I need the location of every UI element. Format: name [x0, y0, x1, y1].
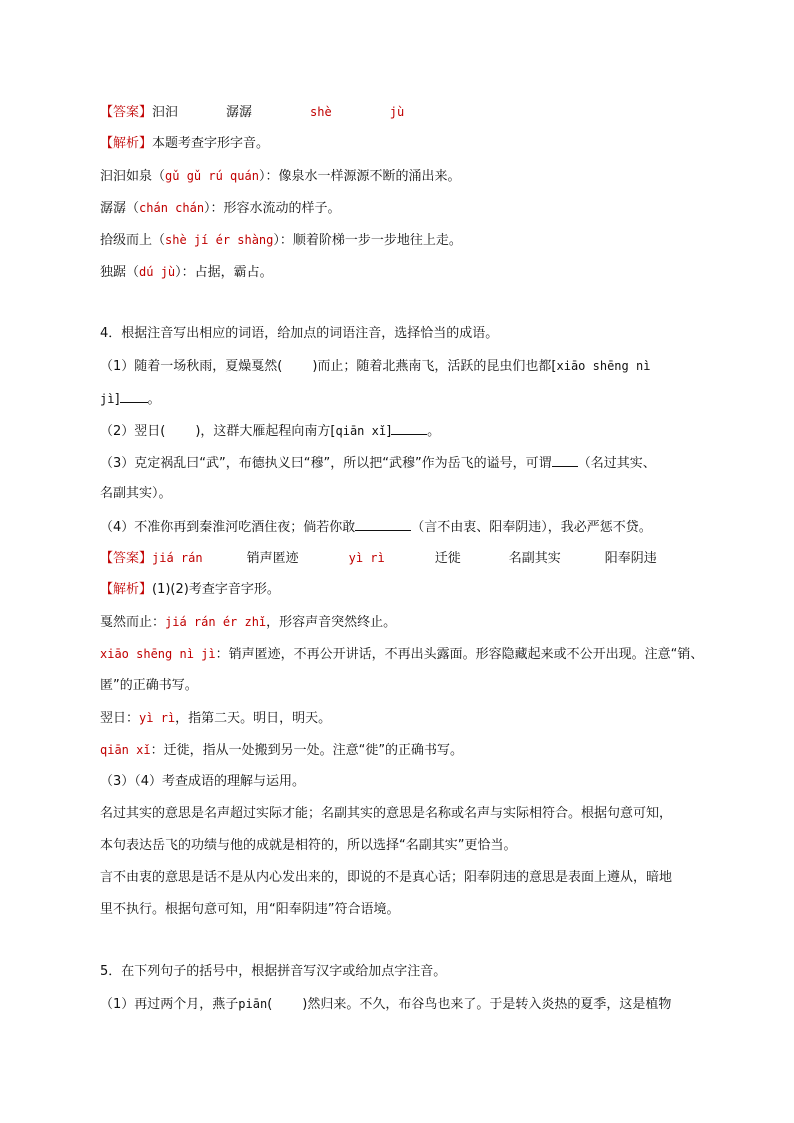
analysis-entry: 翌日：yì rì，指第二天。明日，明天。: [100, 711, 332, 726]
answer-item: shè: [310, 105, 332, 119]
analysis-line-2: 【解析】(1)(2)考查字音字形。: [100, 582, 280, 597]
analysis-entry: （3）（4）考查成语的理解与运用。: [100, 774, 306, 789]
analysis-line-1: [100, 134, 734, 154]
analysis-entry: 潺潺（chán chán）：形容水流动的样子。: [100, 201, 341, 216]
answer-item: 阳奉阴违: [604, 551, 657, 566]
question-5-title: 5．在下列句子的括号中，根据拼音写汉字或给加点字注音。: [100, 964, 447, 979]
analysis-paragraph: 名过其实的意思是名声超过实际才能；名副其实的意思是名称或名声与实际相符合。根据句意可知，: [100, 806, 673, 821]
answer-item: jiá rán: [152, 551, 203, 565]
q4-sentence-2: （2）翌日( )，这群大雁起程向南方[qiān xǐ] 。: [100, 420, 734, 442]
analysis-entry: 汩汩如泉（gǔ gǔ rú quán）：像泉水一样源源不断的涌出来。: [100, 169, 461, 184]
analysis-entry: 戛然而止：jiá rán ér zhǐ，形容声音突然终止。: [100, 615, 397, 630]
analysis-text: 本题考查字形字音。: [152, 136, 270, 151]
answer-line-1: [100, 102, 734, 123]
analysis-tag: 【解析】: [100, 582, 153, 597]
answer-item: jù: [389, 105, 405, 119]
analysis-paragraph-cont: 里不执行。根据句意可知，用“阳奉阴违”符合语境。: [100, 902, 400, 917]
answer-blank[interactable]: [355, 516, 411, 531]
analysis-entry: 独踞（dú jù）：占据，霸占。: [100, 265, 273, 280]
answer-item: 潺潺: [226, 105, 253, 120]
analysis-entry-cont: 匿”的正确书写。: [100, 678, 198, 693]
answer-item: 迁徙: [434, 551, 461, 566]
answer-tag: 【答案】: [100, 551, 153, 566]
q4-sentence-1: （1）随着一场秋雨，夏燥戛然( )而止；随着北燕南飞，活跃的昆虫们也都[xiāo shēng nì: [100, 359, 651, 374]
q4-sentence-1-cont: jì] 。: [100, 388, 734, 410]
analysis-entry: qiān xǐ：迁徙，指从一处搬到另一处。注意“徙”的正确书写。: [100, 743, 464, 758]
answer-blank[interactable]: [120, 388, 148, 403]
q4-sentence-3-cont: 名副其实）。: [100, 486, 172, 501]
analysis-paragraph: 言不由衷的意思是话不是从内心发出来的，即说的不是真心话；阳奉阴违的意思是表面上遵从，暗地: [100, 870, 673, 885]
q4-sentence-4: （4）不准你再到秦淮河吃酒住夜；倘若你敢 （言不由衷、阳奉阴违），我必严惩不贷。: [100, 516, 734, 538]
q4-sentence-3: （3）克定祸乱曰“武”，布德执义曰“穆”，所以把“武穆”作为岳飞的谥号，可谓 （名过其实、: [100, 452, 734, 474]
answer-blank[interactable]: [552, 452, 578, 467]
answer-item: 汩汩: [152, 105, 179, 120]
answer-line-2: [100, 548, 734, 569]
analysis-tag: 【解析】: [100, 136, 153, 151]
answer-item: 名副其实: [508, 551, 561, 566]
answer-tag: 【答案】: [100, 105, 153, 120]
analysis-entry: xiāo shēng nì jì：销声匿迹，不再公开讲话，不再出头露面。形容隐藏起来或不公开出现。注意“销、: [100, 647, 704, 662]
analysis-entry: 拾级而上（shè jí ér shàng）：顺着阶梯一步一步地往上走。: [100, 233, 462, 248]
analysis-paragraph-cont: 本句表达岳飞的功绩与他的成就是相符的，所以选择“名副其实”更恰当。: [100, 838, 517, 853]
answer-item: 销声匿迹: [246, 551, 299, 566]
q5-sentence-1: （1）再过两个月，燕子piān( )然归来。不久，布谷鸟也来了。于是转入炎热的夏季，这是植物: [100, 997, 672, 1012]
question-4-title: 4．根据注音写出相应的词语，给加点的词语注音，选择恰当的成语。: [100, 326, 499, 341]
answer-item: yì rì: [348, 551, 385, 565]
answer-blank[interactable]: [391, 420, 427, 435]
